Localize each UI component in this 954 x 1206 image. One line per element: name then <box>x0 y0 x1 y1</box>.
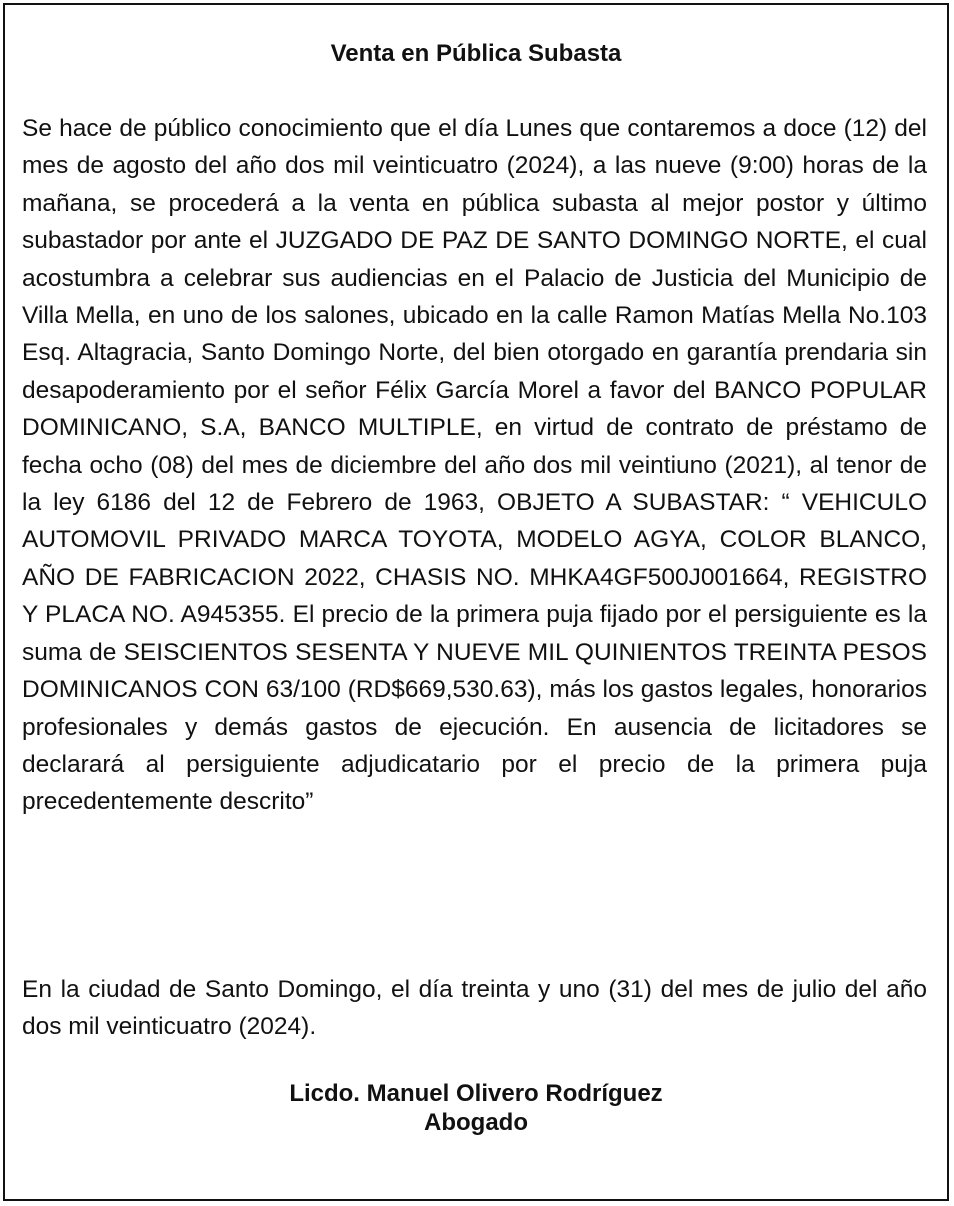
signer-role: Abogado <box>424 1109 528 1136</box>
legal-notice <box>3 3 949 1201</box>
signer-name: Licdo. Manuel Olivero Rodríguez <box>289 1080 663 1107</box>
notice-title: Venta en Pública Subasta <box>330 40 622 67</box>
date-place-paragraph: En la ciudad de Santo Domingo, el día treinta y uno (31) del mes de julio del año dos mil veinticuatro (2024). <box>22 976 927 1041</box>
signature-block <box>5 1079 947 1137</box>
auction-announcement-paragraph: Se hace de público conocimiento que el día Lunes que contaremos a doce (12) del mes de agosto del año dos mil veinticuatro (2024), a las nueve (9:00) horas de la mañana, se procederá a la venta en pública subasta al mejor postor y último subastador por ante el JUZGADO DE PAZ DE SANTO DOMINGO NORTE, el cual acostumbra a celebrar sus audiencias en el Palacio de Justicia del Municipio de Villa Mella, en uno de los salones, ubicado en la calle Ramon Matías Mella No.103 Esq. Altagracia, Santo Domingo Norte, del bien otorgado en garantía prendaria sin desapoderamiento por el señor Félix García Morel a favor del BANCO POPULAR DOMINICANO, S.A, BANCO MULTIPLE, en virtud de contrato de préstamo de fecha ocho (08) del mes de diciembre del año dos mil veintiuno (2021), al tenor de la ley 6186 del 12 de Febrero de 1963, OBJETO A SUBASTAR: “ VEHICULO AUTOMOVIL PRIVADO MARCA TOYOTA, MODELO AGYA, COLOR BLANCO, AÑO DE FABRICACION 2022, CHASIS NO. MHKA4GF500J001664, REGISTRO Y PLACA NO. A945355. El precio de la primera puja fijado por el persiguiente es la suma de SEISCIENTOS SESENTA Y NUEVE MIL QUINIENTOS TREINTA PESOS DOMINICANOS CON 63/100 (RD$669,530.63), más los gastos legales, honorarios profesionales y demás gastos de ejecución. En ausencia de licitadores se declarará al persiguiente adjudicatario por el precio de la primera puja precedentemente descrito” <box>22 115 927 816</box>
